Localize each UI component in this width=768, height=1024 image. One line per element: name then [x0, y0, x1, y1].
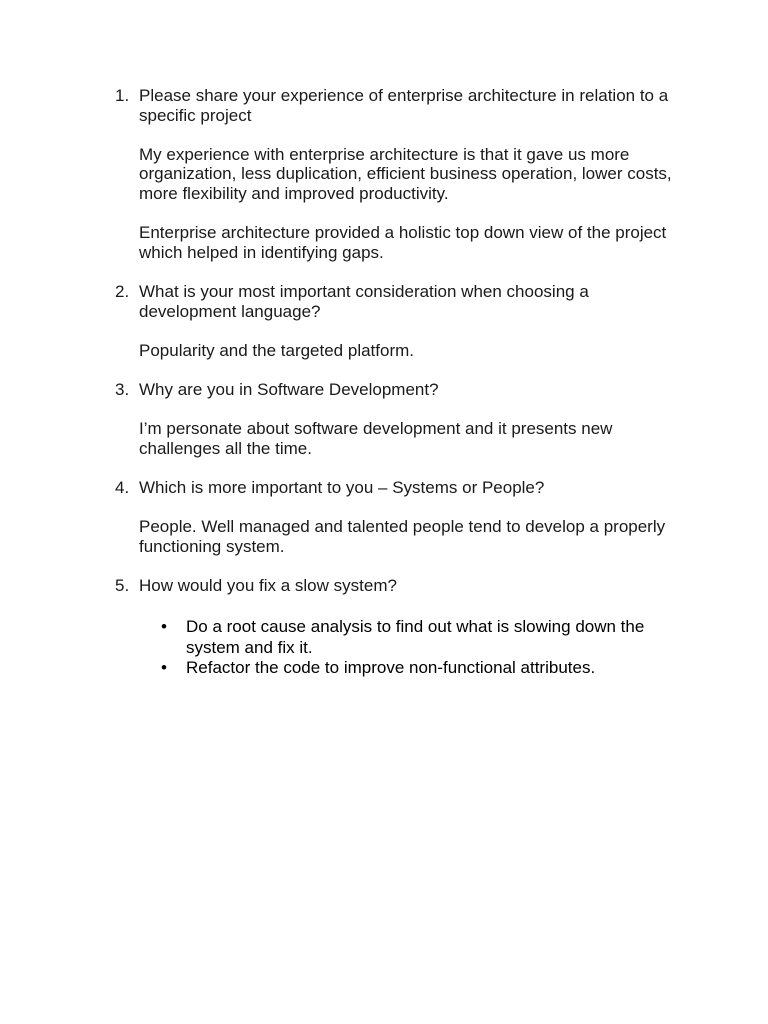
- question-item-5: [115, 575, 679, 679]
- question-number: 2.: [115, 281, 130, 301]
- answer-text: Enterprise architecture provided a holistic top down view of the project which helped in identifying gaps.: [139, 223, 667, 262]
- question-text: How would you fix a slow system?: [139, 575, 397, 595]
- bullet-list: [161, 617, 686, 679]
- bullet-text: Refactor the code to improve non-functional attributes.: [186, 658, 596, 678]
- question-number: 1.: [115, 86, 130, 105]
- spacer: [139, 556, 679, 576]
- question-text: Which is more important to you – Systems or People?: [139, 477, 545, 497]
- bullet-icon: •: [161, 658, 167, 678]
- spacer: [139, 262, 679, 282]
- question-number: 5.: [115, 575, 130, 595]
- question-list: [115, 86, 679, 679]
- question-number: 4.: [115, 477, 130, 497]
- spacer: [139, 458, 679, 478]
- bullet-item: [161, 617, 686, 658]
- question-item-2: [115, 281, 679, 380]
- bullet-item: [161, 658, 686, 679]
- answer-text: My experience with enterprise architecture is that it gave us more organization, less duplication, efficient business operation, lower costs, more flexibility and improved productivity.: [139, 144, 672, 203]
- question-item-1: [115, 86, 679, 282]
- question-item-4: [115, 477, 679, 576]
- question-number: 3.: [115, 379, 130, 399]
- spacer: [139, 360, 679, 380]
- question-text: Please share your experience of enterprise architecture in relation to a specific project: [139, 86, 669, 125]
- question-item-3: [115, 379, 679, 478]
- answer-text: I’m personate about software development and it presents new challenges all the time.: [139, 419, 613, 458]
- answer-text: People. Well managed and talented people tend to develop a properly functioning system.: [139, 517, 666, 556]
- answer-text: Popularity and the targeted platform.: [139, 340, 414, 360]
- question-text: What is your most important consideration when choosing a development language?: [139, 281, 589, 321]
- question-text: Why are you in Software Development?: [139, 379, 439, 399]
- bullet-icon: •: [161, 617, 167, 637]
- bullet-text: Do a root cause analysis to find out what is slowing down the system and fix it.: [186, 617, 645, 657]
